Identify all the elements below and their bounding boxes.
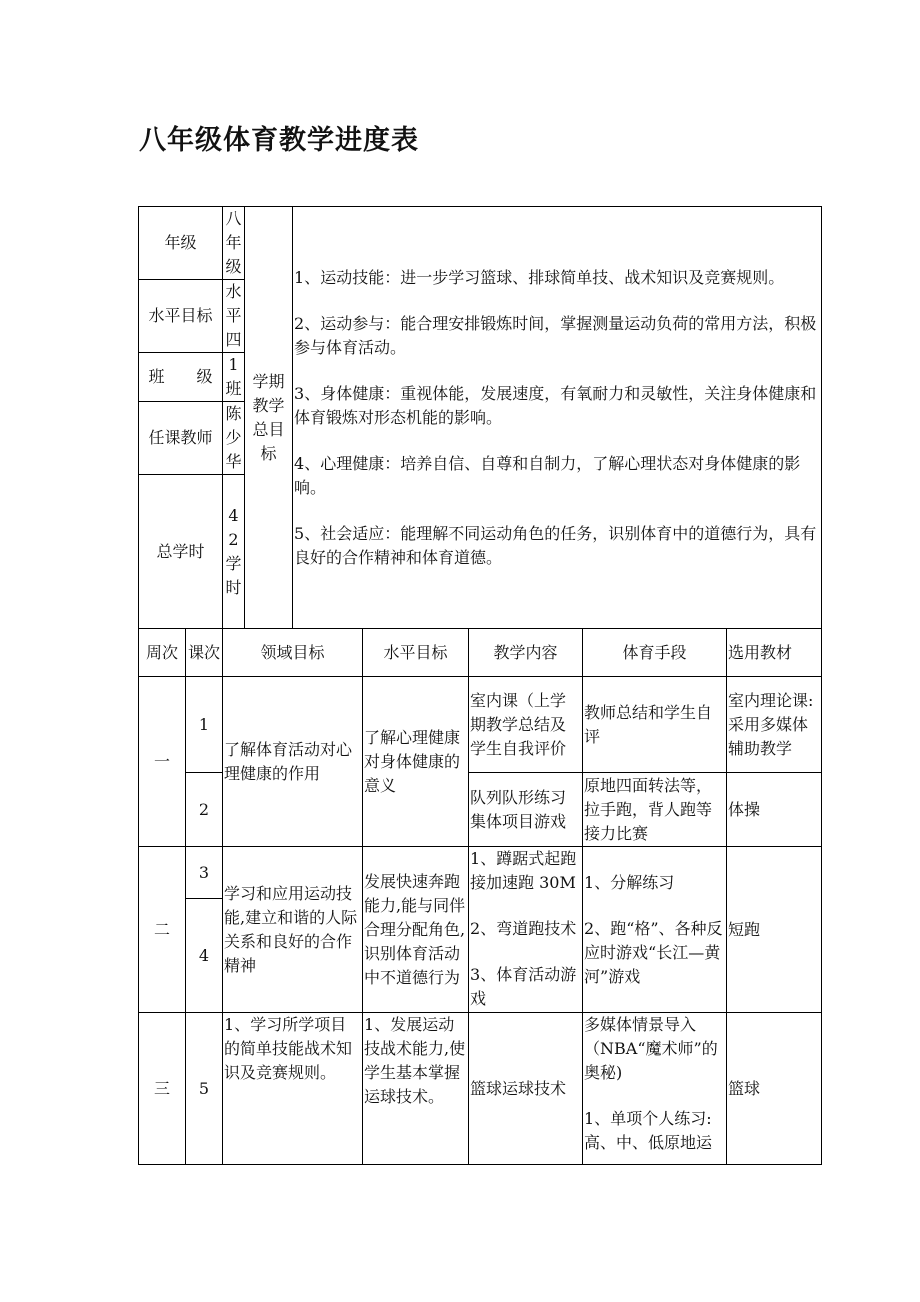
- goal-item: 3、身体健康：重视体能，发展速度，有氧耐力和灵敏性，关注身体健康和体育锻炼对形态机能的影响。: [294, 383, 817, 427]
- lesson-number: 3: [186, 847, 223, 899]
- week-number: 一: [139, 677, 186, 847]
- teaching-means: [583, 847, 727, 1013]
- level-goal: 1、发展运动技战术能力,使学生基本掌握运球技术。: [363, 1013, 469, 1165]
- domain-goal: 了解体育活动对心理健康的作用: [223, 677, 363, 847]
- teaching-material: 篮球: [727, 1013, 822, 1165]
- teaching-means: [583, 1013, 727, 1165]
- header-level: 水平目标: [363, 629, 469, 677]
- lesson-number: 1: [186, 677, 223, 773]
- teaching-material: 室内理论课:采用多媒体辅助教学: [727, 677, 822, 773]
- goal-header: 学期教学总目标: [245, 207, 293, 629]
- semester-goals: [293, 207, 822, 629]
- lesson-number: 5: [186, 1013, 223, 1165]
- level-goal: 了解心理健康对身体健康的意义: [363, 677, 469, 847]
- header-content: 教学内容: [469, 629, 583, 677]
- header-lesson: 课次: [186, 629, 223, 677]
- means-item: 多媒体情景导入（NBA“魔术师”的奥秘): [584, 1015, 718, 1082]
- domain-goal: 学习和应用运动技能,建立和谐的人际关系和良好的合作精神: [223, 847, 363, 1013]
- teaching-content: [469, 847, 583, 1013]
- teaching-material: 体操: [727, 773, 822, 847]
- means-item: 2、跑“格”、各种反应时游戏“长江—黄河”游戏: [584, 919, 723, 986]
- content-item: 3、体育活动游戏: [470, 965, 577, 1008]
- teaching-means: 教师总结和学生自评: [583, 677, 727, 773]
- level-value: 水平四: [223, 280, 245, 353]
- table-row: [139, 1013, 822, 1165]
- teaching-material: 短跑: [727, 847, 822, 1013]
- hours-value: 42学时: [223, 475, 245, 629]
- teaching-content: 室内课（上学期教学总结及学生自我评价: [469, 677, 583, 773]
- teaching-content: 篮球运球技术: [469, 1013, 583, 1165]
- header-material: 选用教材: [727, 629, 822, 677]
- goal-item: 2、运动参与：能合理安排锻炼时间，掌握测量运动负荷的常用方法，积极参与体育活动。: [294, 313, 817, 357]
- table-row: [139, 847, 822, 899]
- class-value: 1班: [223, 353, 245, 402]
- teacher-value: 陈少华: [223, 402, 245, 475]
- lesson-number: 4: [186, 899, 223, 1013]
- goal-item: 5、社会适应：能理解不同运动角色的任务，识别体育中的道德行为，具有良好的合作精神和体育道德。: [294, 523, 817, 567]
- schedule-table: [138, 206, 822, 1165]
- week-number: 三: [139, 1013, 186, 1165]
- page-title: 八年级体育教学进度表: [139, 125, 419, 156]
- teaching-means: 原地四面转法等，拉手跑，背人跑等接力比赛: [583, 773, 727, 847]
- grade-label: 年级: [139, 207, 223, 280]
- table-row: [139, 677, 822, 773]
- header-week: 周次: [139, 629, 186, 677]
- hours-label: 总学时: [139, 475, 223, 629]
- week-number: 二: [139, 847, 186, 1013]
- level-label: 水平目标: [139, 280, 223, 353]
- class-label: 班 级: [139, 353, 223, 402]
- header-domain: 领域目标: [223, 629, 363, 677]
- content-item: 2、弯道跑技术: [470, 919, 577, 938]
- domain-goal: 1、学习所学项目的简单技能战术知识及竞赛规则。: [223, 1013, 363, 1165]
- content-item: 1、蹲踞式起跑接加速跑 30M: [470, 849, 577, 892]
- means-item: 1、单项个人练习:高、中、低原地运: [584, 1109, 713, 1152]
- teacher-label: 任课教师: [139, 402, 223, 475]
- goal-item: 4、心理健康：培养自信、自尊和自制力，了解心理状态对身体健康的影响。: [294, 453, 801, 497]
- means-item: 1、分解练习: [584, 873, 675, 892]
- teaching-content: 队列队形练习集体项目游戏: [469, 773, 583, 847]
- header-means: 体育手段: [583, 629, 727, 677]
- level-goal: 发展快速奔跑能力,能与同伴合理分配角色,识别体育活动中不道德行为: [363, 847, 469, 1013]
- goal-item: 1、运动技能：进一步学习篮球、排球简单技、战术知识及竞赛规则。: [294, 267, 785, 287]
- lesson-number: 2: [186, 773, 223, 847]
- grade-value: 八年级: [223, 207, 245, 280]
